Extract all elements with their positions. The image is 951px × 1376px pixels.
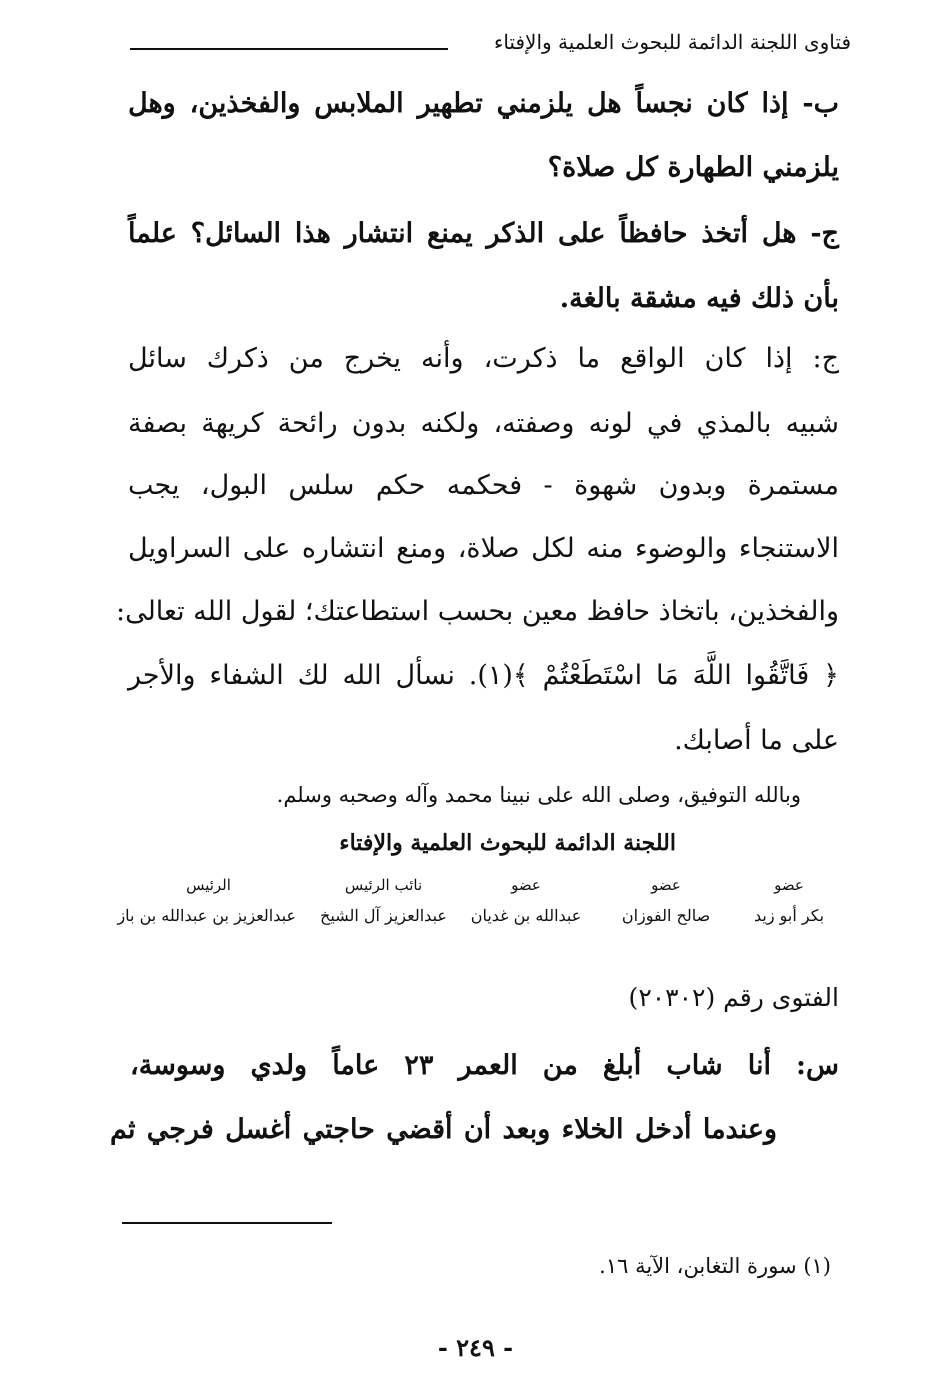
header-title: فتاوى اللجنة الدائمة للبحوث العلمية والإفتاء xyxy=(493,30,851,54)
running-header xyxy=(130,30,851,64)
answer-line-7: على ما أصابك. xyxy=(674,725,839,756)
answer-line-1: ج: إذا كان الواقع ما ذكرت، وأنه يخرج من ذكرك سائل xyxy=(128,343,839,374)
member-name: عبدالله بن غديان xyxy=(470,906,582,925)
committee-title: اللجنة الدائمة للبحوث العلمية والإفتاء xyxy=(339,830,676,856)
member-name: عبدالعزيز بن عبدالله بن باز xyxy=(117,906,296,925)
member-role: عضو xyxy=(651,876,681,894)
member-name: عبدالعزيز آل الشيخ xyxy=(320,906,447,925)
member-role: عضو xyxy=(774,876,804,894)
footnote: (١) سورة التغابن، الآية ١٦. xyxy=(599,1254,831,1278)
member-abdulaziz-al-alsheikh xyxy=(311,876,456,925)
member-name: بكر أبو زيد xyxy=(753,906,825,925)
member-role: عضو xyxy=(511,876,541,894)
answer-line-3: مستمرة وبدون شهوة - فحكمه حكم سلس البول، يجب xyxy=(128,470,839,501)
question-b-line-1: ب- إذا كان نجساً هل يلزمني تطهير الملابس والفخذين، وهل xyxy=(128,88,839,119)
question-c-line-1: ج- هل أتخذ حافظاً على الذكر يمنع انتشار هذا السائل؟ علماً xyxy=(128,218,839,249)
member-bakr-abu-zaid xyxy=(739,876,839,925)
page-number: - ٢٤٩ - xyxy=(437,1333,514,1362)
member-role: نائب الرئيس xyxy=(344,876,423,894)
member-abdullah-ghudayyan xyxy=(466,876,586,925)
member-name: صالح الفوزان xyxy=(621,906,711,925)
member-abdulaziz-bin-baz xyxy=(117,876,296,925)
answer-line-4: الاستنجاء والوضوء منه لكل صلاة، ومنع انتشاره على السراويل xyxy=(128,533,839,564)
question-2-line-1: س: أنا شاب أبلغ من العمر ٢٣ عاماً ولدي وسوسة، xyxy=(130,1050,839,1081)
closing-line: وبالله التوفيق، وصلى الله على نبينا محمد وآله وصحبه وسلم. xyxy=(276,783,801,807)
member-role: الرئيس xyxy=(186,876,231,894)
fatwa-number: الفتوى رقم (٢٠٣٠٢) xyxy=(628,983,839,1012)
answer-line-5: والفخذين، باتخاذ حافظ معين بحسب استطاعتك؛ لقول الله تعالى: xyxy=(115,596,839,627)
footnote-separator xyxy=(122,1222,332,1224)
question-2-line-2: وعندما أدخل الخلاء وبعد أن أقضي حاجتي أغسل فرجي ثم xyxy=(110,1114,777,1145)
answer-line-6-quran-verse: ﴿ فَاتَّقُوا اللَّهَ مَا اسْتَطَعْتُمْ ﴾(١). نسأل الله لك الشفاء والأجر xyxy=(128,660,839,691)
question-c-line-2: بأن ذلك فيه مشقة بالغة. xyxy=(559,283,839,314)
question-b-line-2: يلزمني الطهارة كل صلاة؟ xyxy=(547,152,839,183)
header-rule xyxy=(130,48,448,50)
member-saleh-alfawzan xyxy=(611,876,721,925)
answer-line-2: شبيه بالمذي في لونه وصفته، ولكنه بدون رائحة كريهة بصفة xyxy=(128,408,839,439)
